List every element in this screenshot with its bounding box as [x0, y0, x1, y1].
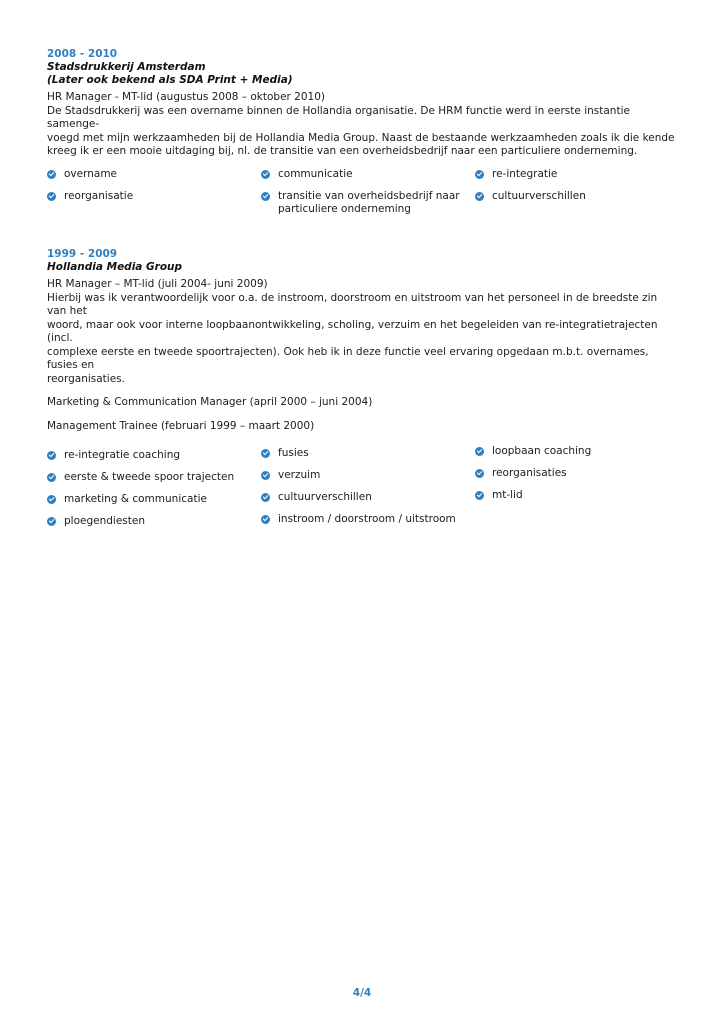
skill-label: overname [64, 167, 118, 180]
skill-label: fusies [278, 447, 309, 459]
skill-label: mt-lid [492, 489, 523, 501]
period: 1999 - 2009 [47, 248, 118, 260]
check-circle-icon [47, 192, 56, 201]
skills-list [47, 168, 677, 218]
role-title: HR Manager – MT-lid (juli 2004- juni 2009) [47, 278, 268, 290]
description-line: reorganisaties. [47, 372, 125, 385]
check-circle-icon [47, 495, 56, 504]
skill-label: marketing & communicatie [64, 493, 207, 505]
skill-label: loopbaan coaching [492, 445, 592, 457]
previous-role: Marketing & Communication Manager (april 2000 – juni 2004) [47, 396, 373, 408]
check-circle-icon [261, 192, 270, 201]
check-circle-icon [475, 491, 484, 500]
description-line: Hierbij was ik verantwoordelijk voor o.a. de instroom, doorstroom en uitstroom van het personeel in de breedste zin van het [47, 291, 658, 317]
description-line: voegd met mijn werkzaamheden bij de Hollandia Media Group. Naast de bestaande werkzaamheden zoals ik die kende [47, 131, 675, 144]
skill-item [261, 513, 461, 527]
check-circle-icon [261, 170, 270, 179]
check-circle-icon [47, 473, 56, 482]
skill-label: ploegendiesten [64, 515, 145, 527]
company-name: Stadsdrukkerij Amsterdam [47, 61, 206, 73]
skill-item [261, 190, 463, 217]
skill-item [261, 168, 461, 182]
skill-item [47, 471, 247, 485]
skill-item [261, 491, 461, 505]
description-line: complexe eerste en tweede spoortrajecten). Ook heb ik in deze functie veel ervaring opgedaan m.b.t. overnames, fusies en [47, 345, 649, 371]
skill-item [475, 467, 675, 481]
skill-label: cultuurverschillen [492, 189, 586, 202]
skill-label: reorganisatie [64, 189, 134, 202]
check-circle-icon [261, 515, 270, 524]
previous-role: Management Trainee (februari 1999 – maart 2000) [47, 419, 315, 432]
company-name: Hollandia Media Group [47, 261, 183, 273]
check-circle-icon [47, 451, 56, 460]
skill-item [47, 449, 247, 463]
skill-item [475, 168, 675, 182]
skill-label: re-integratie [492, 167, 558, 180]
check-circle-icon [475, 192, 484, 201]
check-circle-icon [475, 447, 484, 456]
skill-label: communicatie [278, 167, 353, 180]
skill-item [47, 190, 247, 204]
check-circle-icon [475, 469, 484, 478]
check-circle-icon [47, 170, 56, 179]
check-circle-icon [261, 471, 270, 480]
skills-column [475, 168, 675, 212]
skill-label: re-integratie coaching [64, 449, 181, 461]
skills-column [47, 168, 247, 212]
skill-item [475, 489, 675, 503]
skills-column [261, 447, 461, 535]
skill-label: reorganisaties [492, 467, 567, 479]
skills-column [47, 449, 247, 537]
skill-label: cultuurverschillen [278, 491, 372, 503]
period: 2008 - 2010 [47, 48, 118, 60]
skill-label: transitie van overheidsbedrijf naar particuliere onderneming [278, 189, 460, 215]
skill-item [475, 445, 675, 459]
experience-entry-hollandia [47, 248, 677, 540]
skill-label: instroom / doorstroom / uitstroom [278, 513, 456, 525]
check-circle-icon [261, 493, 270, 502]
role-title: HR Manager - MT-lid (augustus 2008 – oktober 2010) [47, 91, 325, 103]
page-number: 4/4 [352, 987, 372, 999]
company-note: (Later ook bekend als SDA Print + Media) [47, 74, 293, 86]
skill-item [261, 447, 461, 461]
skill-item [261, 469, 461, 483]
skills-column [261, 168, 461, 226]
skill-label: eerste & tweede spoor trajecten [64, 471, 235, 483]
skill-item [475, 190, 675, 204]
description-line: woord, maar ook voor interne loopbaanontwikkeling, scholing, verzuim en het begeleiden van re-integratietrajecten (incl. [47, 318, 658, 344]
check-circle-icon [475, 170, 484, 179]
skills-column [475, 445, 675, 511]
description-line: kreeg ik er een mooie uitdaging bij, nl. de transitie van een overheidsbedrijf naar een particuliere onderneming. [47, 145, 638, 157]
skill-item [47, 168, 247, 182]
check-circle-icon [261, 449, 270, 458]
skills-list [47, 445, 677, 540]
description-line: De Stadsdrukkerij was een overname binnen de Hollandia organisatie. De HRM functie werd in eerste instantie samenge- [47, 104, 630, 130]
check-circle-icon [47, 517, 56, 526]
experience-entry-stadsdrukkerij [47, 48, 677, 218]
skill-item [47, 493, 247, 507]
skill-label: verzuim [278, 469, 321, 481]
skill-item [47, 515, 247, 529]
